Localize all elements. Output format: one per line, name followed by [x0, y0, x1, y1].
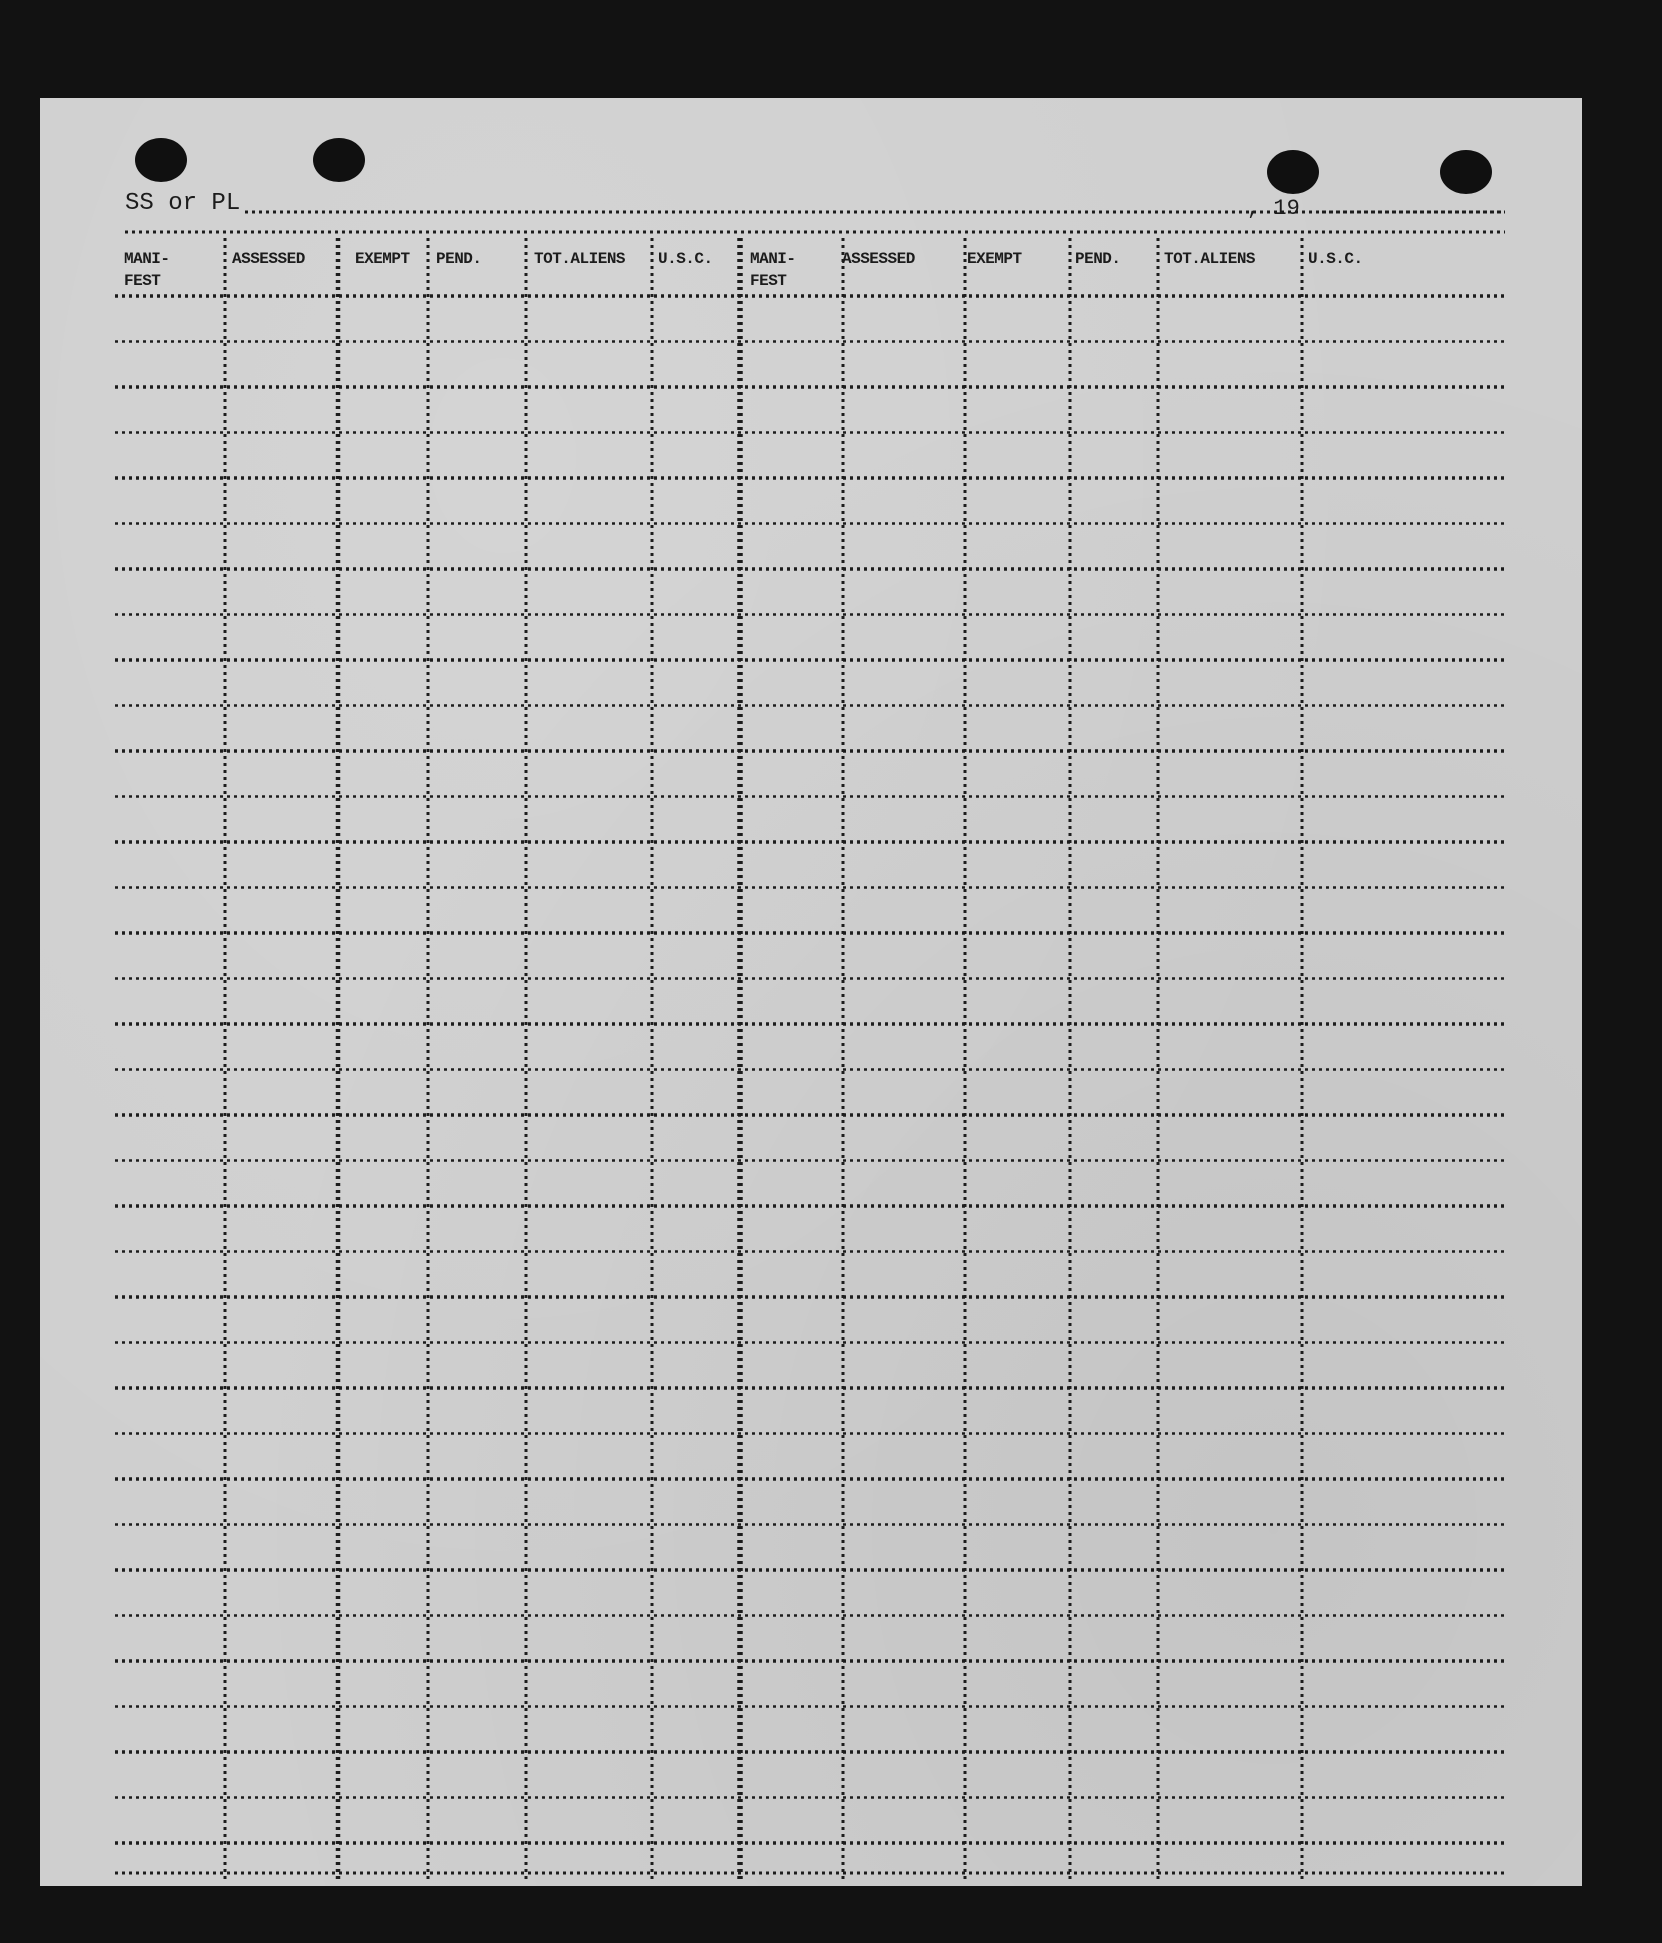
header-right-assessed: ASSESSED — [842, 250, 915, 268]
header-right-exempt: EXEMPT — [967, 250, 1022, 268]
form-sheet — [40, 98, 1582, 1886]
header-left-tot-aliens: TOT.ALIENS — [534, 250, 626, 268]
header-right-tot-aliens: TOT.ALIENS — [1164, 250, 1256, 268]
header-right-manifest-line1: MANI- — [750, 250, 796, 268]
header-left-manifest-line2: FEST — [124, 272, 161, 290]
header-right-usc: U.S.C. — [1308, 250, 1363, 268]
header-left-pend: PEND. — [436, 250, 482, 268]
header-left-usc: U.S.C. — [658, 250, 713, 268]
header-left-manifest-line1: MANI- — [124, 250, 170, 268]
year-label: , 19 — [1247, 196, 1300, 221]
header-left-exempt: EXEMPT — [355, 250, 410, 268]
vessel-label: SS or PL — [125, 190, 241, 217]
header-right-manifest-line2: FEST — [750, 272, 787, 290]
header-left-assessed: ASSESSED — [232, 250, 305, 268]
header-right-pend: PEND. — [1075, 250, 1121, 268]
form-grid — [40, 98, 1582, 1886]
